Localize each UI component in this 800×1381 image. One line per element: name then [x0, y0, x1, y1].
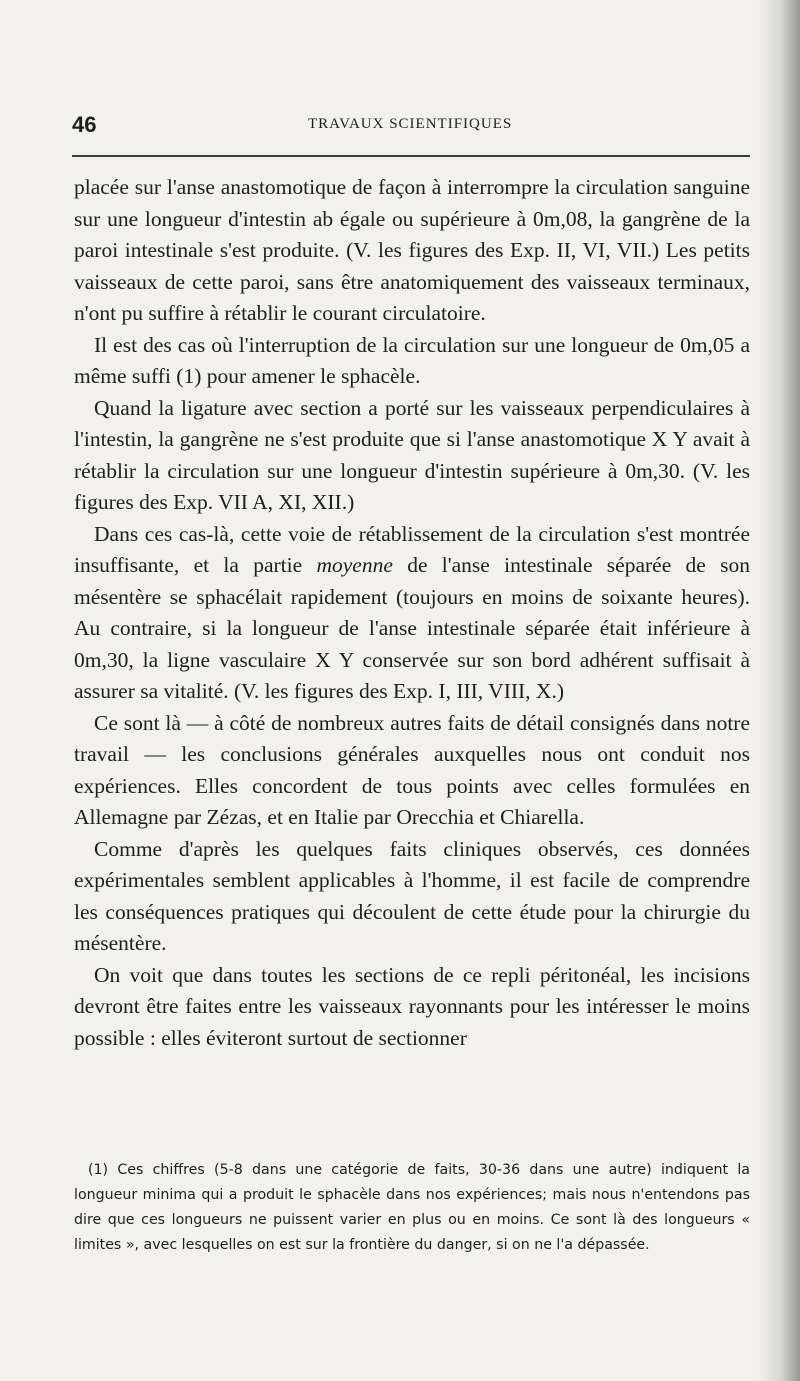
paragraph: Comme d'après les quelques faits cliniques observés, ces données expérimentales semblent applicables à l'homme, il est facile de comprendre les conséquences pratiques qui découlent de cette étude pour la chirurgie du mésentère. [74, 836, 750, 955]
body-text [74, 172, 750, 1054]
running-title: TRAVAUX SCIENTIFIQUES [308, 116, 513, 132]
emphasis: moyenne [316, 553, 393, 577]
paragraph: Il est des cas où l'interruption de la circulation sur une longueur de 0m,05 a même suffi (1) pour amener le sphacèle. [74, 332, 750, 388]
page-header [72, 112, 752, 142]
paragraph: Ce sont là — à côté de nombreux autres faits de détail consignés dans notre travail — les conclusions générales auxquelles nous ont conduit nos expériences. Elles concordent de tous points avec celles formulées en Allemagne par Zézas, et en Italie par Orecchia et Chiarella. [74, 710, 750, 829]
paragraph-text: Dans ces cas-là, cette voie de rétablissement de la circulation s'est montrée insuffisante, et la partie [74, 521, 750, 577]
header-rule [72, 155, 750, 157]
paragraph-text: de l'anse intestinale séparée de son mésentère se sphacélait rapidement (toujours en moins de soixante heures). Au contraire, si la longueur de l'anse intestinale séparée était inférieure à 0m,30, la ligne vasculaire X Y conservée sur son bord adhérent suffisait à assurer sa vitalité. (V. les figures des Exp. I, III, VIII, X.) [74, 553, 751, 703]
paragraph: Quand la ligature avec section a porté sur les vaisseaux perpendiculaires à l'intestin, la gangrène ne s'est produite que si l'anse anastomotique X Y avait à rétablir la circulation sur une longueur d'intestin supérieure à 0m,30. (V. les figures des Exp. VII A, XI, XII.) [74, 395, 750, 514]
paragraph [74, 519, 750, 708]
footnote [74, 1158, 750, 1258]
paragraph: On voit que dans toutes les sections de ce repli péritonéal, les incisions devront être faites entre les vaisseaux rayonnants pour les intéresser le moins possible : elles éviteront surtout de sectionner [74, 962, 750, 1050]
paragraph: placée sur l'anse anastomotique de façon à interrompre la circulation sanguine sur une longueur d'intestin ab égale ou supérieure à 0m,08, la gangrène de la paroi intestinale s'est produite. (V. les figures des Exp. II, VI, VII.) Les petits vaisseaux de cette paroi, sans être anatomiquement des vaisseaux terminaux, n'ont pu suffire à rétablir le courant circulatoire. [74, 175, 750, 325]
footnote-text: (1) Ces chiffres (5-8 dans une catégorie de faits, 30-36 dans une autre) indiquent la longueur minima qui a produit le sphacèle dans nos expériences; mais nous n'entendons pas dire que ces longueurs ne puissent varier en plus ou en moins. Ce sont là des longueurs « limites », avec lesquelles on est sur la frontière du danger, si on ne l'a dépassée. [74, 1162, 750, 1253]
page-edge-shadow [758, 0, 800, 1381]
page-number: 46 [72, 112, 97, 137]
